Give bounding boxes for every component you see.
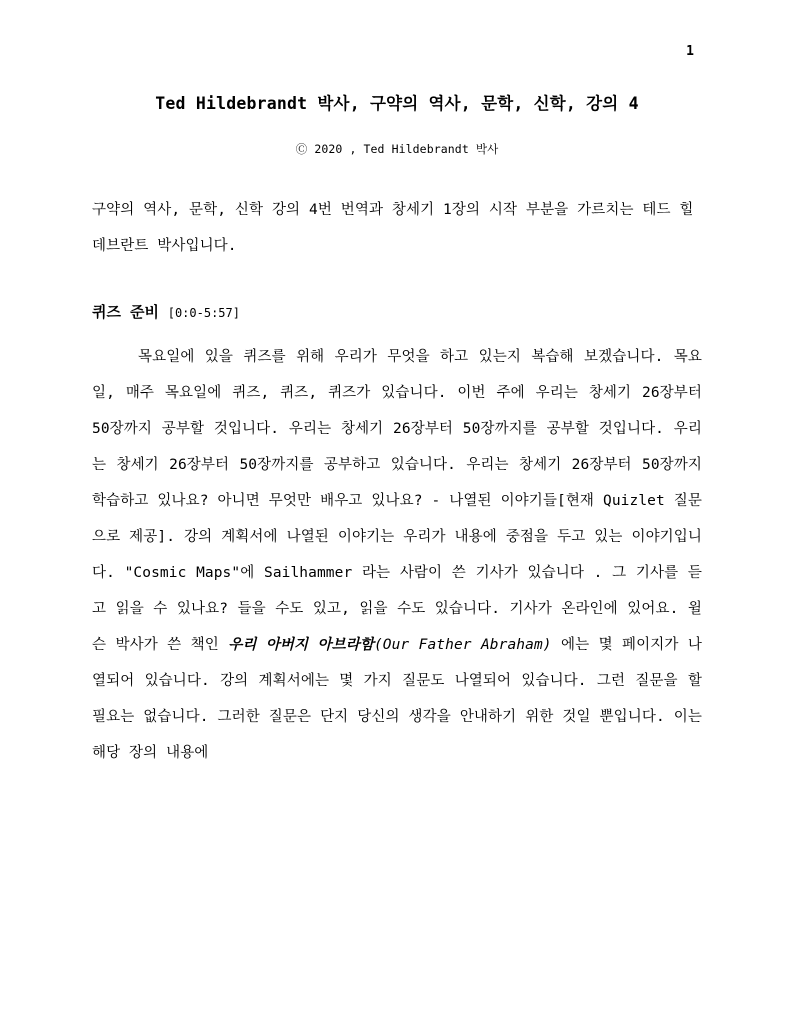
book-title-korean: 우리 아버지 아브라함 bbox=[228, 636, 374, 653]
document-title: Ted Hildebrandt 박사, 구약의 역사, 문학, 신학, 강의 4 bbox=[155, 94, 639, 113]
paragraph-body-text-1: 보겠습니다. 목요일, 매주 목요일에 퀴즈, 퀴즈, 퀴즈가 있습니다. 이번 주에 우리는 창세기 26장부터 50장까지 공부할 것입니다. 우리는 창세기 26장부터 50장까지를 공부할 것입니다. 우리는 창세기 26장부터 50장까지를 공부하고 있습니다. 우리는 창세기 26장부터 50장까지 학습하고 있나요? 아니면 무엇만 배우고 있나요? - 나열된 이야기들[현재 Quizlet 질문으로 제공]. 강의 계획서에 나열된 이야기는 우리가 내용에 중점을 두고 있는 이야기입니다. "Cosmic Maps"에 Sailhammer 라는 사람이 쓴 기사가 있습니다 . 그 기사를 듣고 읽을 수 있나요? 들을 수도 있고, 읽을 수도 있습니다. 기사가 온라인에 있어요. 윌슨 박사가 쓴 책인 bbox=[92, 349, 702, 653]
paragraph-lead-text: 목요일에 있을 퀴즈를 위해 우리가 무엇을 하고 있는지 복습해 bbox=[138, 349, 574, 366]
section-timecode: [0:0-5:57] bbox=[167, 306, 240, 320]
main-paragraph bbox=[92, 340, 702, 771]
copyright-line: Ⓒ 2020 , Ted Hildebrandt 박사 bbox=[295, 142, 499, 157]
section-heading-label: 퀴즈 준비 bbox=[92, 303, 159, 321]
paragraph-body-text-2: 에는 몇 페이지가 나열되어 있습니다. 강의 계획서에는 몇 가지 질문도 나열되어 있습니다. 그런 질문을 할 필요는 없습니다. 그러한 질문은 단지 당신의 생각을 안내하기 위한 것일 뿐입니다. 이는 해당 장의 내용에 bbox=[92, 636, 702, 761]
document-content bbox=[92, 92, 702, 772]
page-number: 1 bbox=[686, 44, 694, 59]
section-heading bbox=[92, 295, 702, 330]
book-title-english: (Our Father Abraham) bbox=[373, 636, 552, 653]
intro-paragraph: 구약의 역사, 문학, 신학 강의 4번 번역과 창세기 1장의 시작 부분을 가르치는 테드 힐데브란트 박사입니다. bbox=[92, 202, 694, 255]
